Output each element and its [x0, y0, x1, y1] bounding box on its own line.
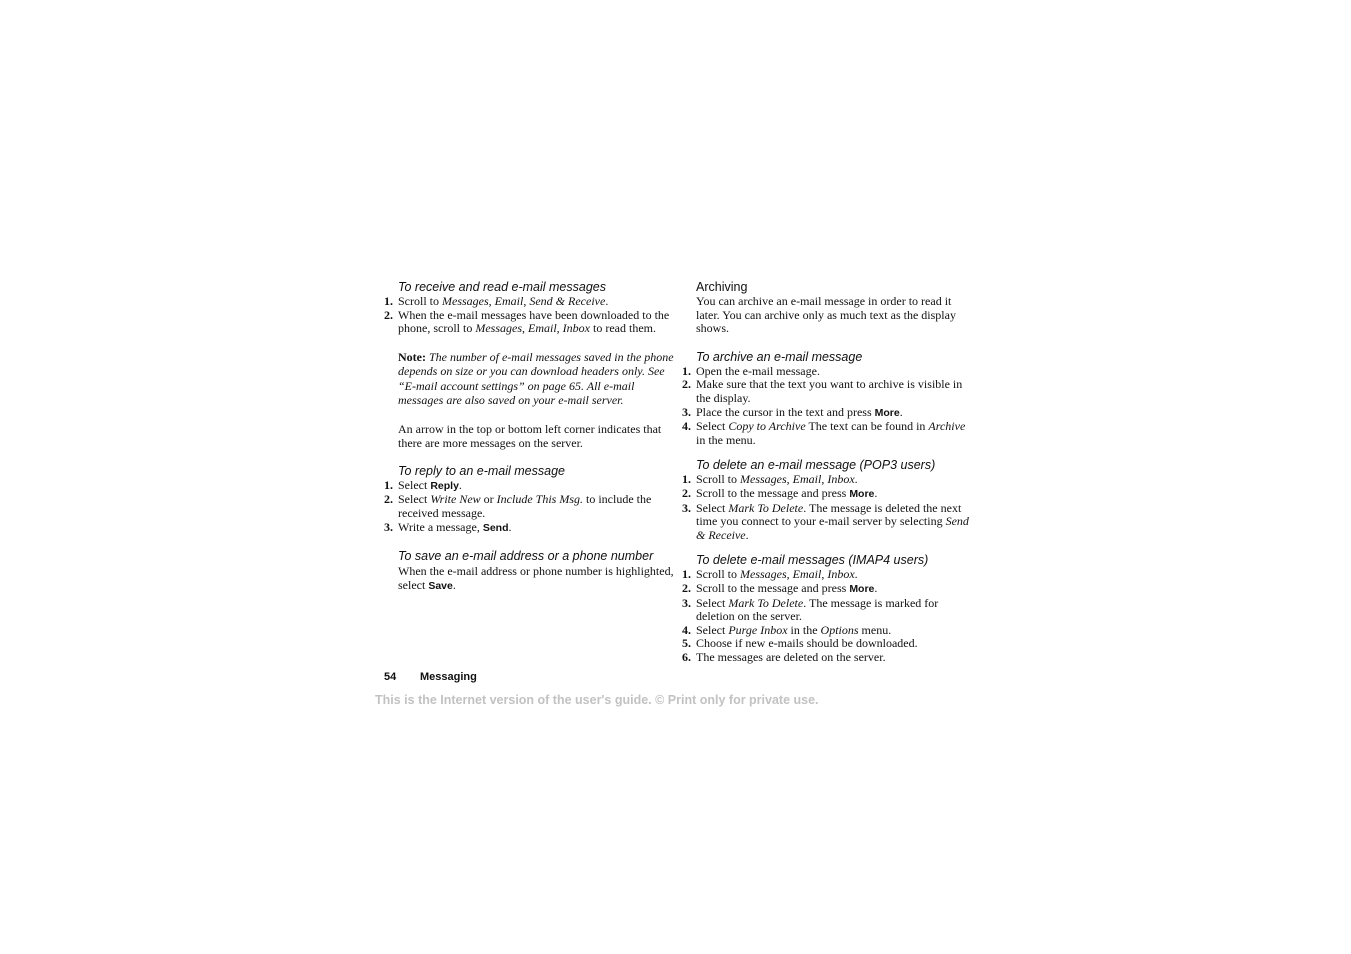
- step-3: 3. Select Mark To Delete. The message is deleted the next time you connect to your e-mail server by selecting Send & Receive.: [682, 500, 969, 542]
- archiving-text: You can archive an e-mail message in order to read it later. You can archive only as much text as the display shows.: [696, 294, 956, 336]
- step-1: 1. Scroll to Messages, Email, Inbox.: [682, 472, 858, 487]
- step-1: 1. Open the e-mail message.: [682, 363, 820, 378]
- archive-steps: [682, 365, 972, 448]
- step-4: 4. Select Purge Inbox in the Options menu.: [682, 622, 892, 637]
- delete-pop3-steps: [682, 473, 972, 542]
- page-footer: [384, 671, 477, 683]
- heading-delete-imap4: To delete e-mail messages (IMAP4 users): [696, 553, 929, 568]
- section-name: Messaging: [420, 671, 477, 683]
- heading-archive: To archive an e-mail message: [696, 349, 863, 364]
- left-column: [384, 280, 674, 593]
- softkey-more: More: [849, 582, 875, 595]
- step-1: 1. Scroll to Messages, Email, Send & Receive.: [384, 294, 609, 308]
- step-2: 2. Select Write New or Include This Msg. to include the received message.: [384, 492, 652, 520]
- heading-archiving: Archiving: [696, 280, 748, 294]
- heading-delete-pop3: To delete an e-mail message (POP3 users): [696, 458, 936, 473]
- step-2: 2. Scroll to the message and press More.: [682, 485, 878, 500]
- arrow-info: An arrow in the top or bottom left corner indicates that there are more messages on the server.: [398, 421, 662, 450]
- save-text: When the e-mail address or phone number is highlighted, select Save.: [398, 564, 674, 593]
- step-6: 6. The messages are deleted on the server.: [682, 649, 886, 664]
- softkey-send: Send: [482, 521, 509, 534]
- step-1: 1. Scroll to Messages, Email, Inbox.: [682, 567, 858, 582]
- heading-receive: To receive and read e-mail messages: [398, 280, 606, 294]
- step-5: 5. Choose if new e-mails should be downloaded.: [682, 636, 918, 651]
- step-4: 4. Select Copy to Archive The text can be found in Archive in the menu.: [682, 419, 966, 447]
- softkey-save: Save: [428, 580, 453, 593]
- step-3: 3. Select Mark To Delete. The message is marked for deletion on the server.: [682, 595, 939, 624]
- disclaimer: This is the Internet version of the user's guide. © Print only for private use.: [375, 693, 819, 707]
- softkey-reply: Reply: [430, 479, 459, 492]
- step-2: 2. Make sure that the text you want to archive is visible in the display.: [682, 377, 963, 405]
- page-number: 54: [384, 671, 397, 683]
- note: Note: The number of e-mail messages saved in the phone depends on size or you can download headers only. See “E-mail account settings” on page 65. All e-mail messages are also saved on your e-mail server.: [398, 349, 674, 408]
- step-3: 3. Place the cursor in the text and press More.: [682, 404, 903, 419]
- heading-save: To save an e-mail address or a phone number: [398, 549, 654, 564]
- receive-steps: [384, 295, 674, 336]
- softkey-more: More: [849, 487, 875, 500]
- step-3: 3. Write a message, Send.: [384, 519, 512, 534]
- step-1: 1. Select Reply.: [384, 477, 462, 492]
- step-2: 2. When the e-mail messages have been downloaded to the phone, scroll to Messages, Email, Inbox to read them.: [384, 307, 670, 336]
- right-column: [682, 280, 972, 664]
- heading-reply: To reply to an e-mail message: [398, 463, 565, 478]
- delete-imap4-steps: [682, 568, 972, 664]
- step-2: 2. Scroll to the message and press More.: [682, 580, 878, 595]
- reply-steps: [384, 479, 674, 535]
- softkey-more: More: [874, 406, 900, 419]
